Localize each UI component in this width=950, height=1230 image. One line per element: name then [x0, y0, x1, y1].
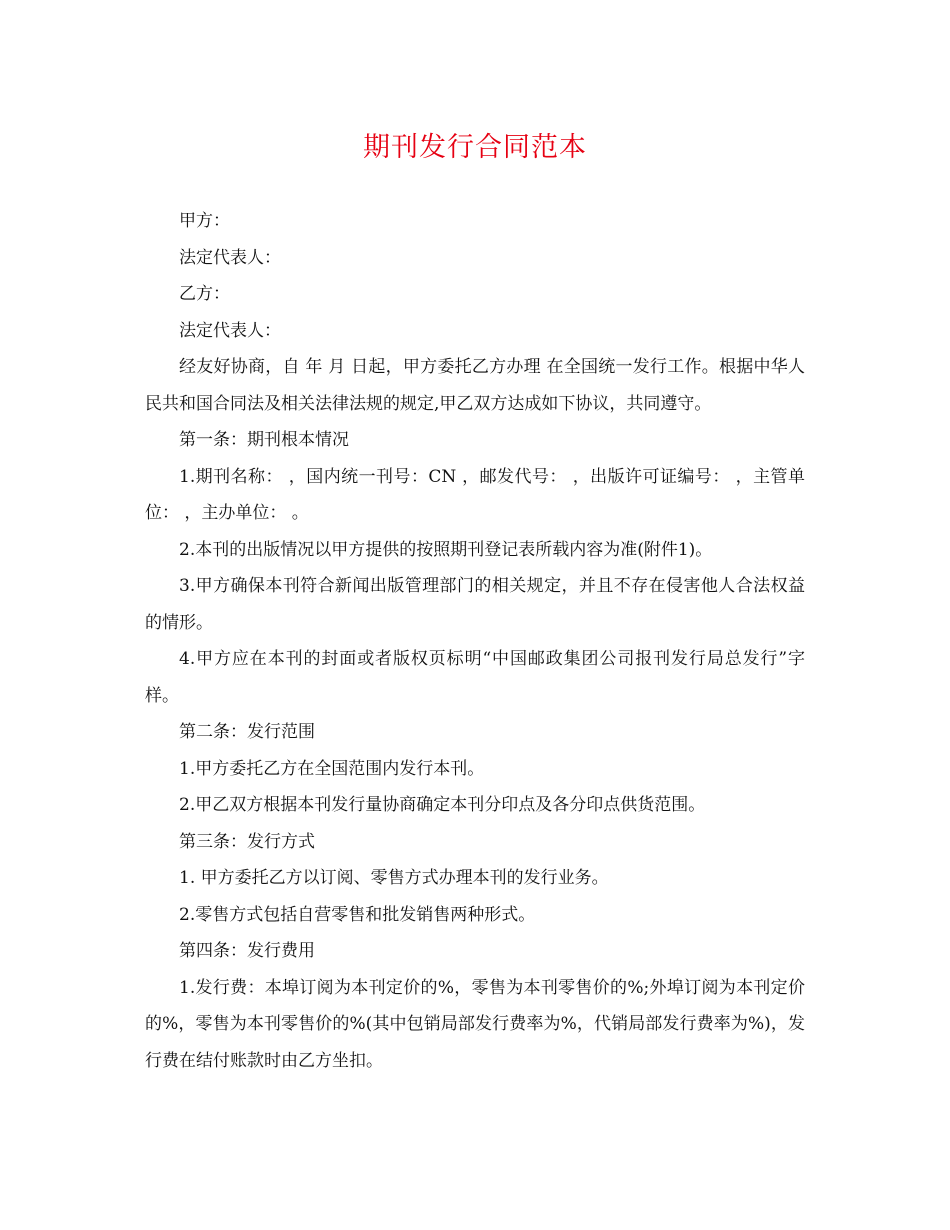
- document-body: [145, 203, 805, 1079]
- party-b-line: 乙方：: [179, 284, 230, 304]
- document-title: 期刊发行合同范本: [363, 132, 587, 163]
- party-a-line: 甲方：: [179, 211, 230, 231]
- article-2-clause-1: 1.甲方委托乙方在全国范围内发行本刊。: [179, 758, 485, 779]
- article-1-clause-3: 3.甲方确保本刊符合新闻出版管理部门的相关规定，并且不存在侵害他人合法权益的情形。: [145, 576, 805, 633]
- article-4-clause-1: 1.发行费：本埠订阅为本刊定价的%，零售为本刊零售价的%;外埠订阅为本刊定价的%，零售为本刊零售价的%(其中包销局部发行费率为%，代销局部发行费率为%)，发行费在结付账款时由乙方坐扣。: [145, 977, 805, 1071]
- article-1-clause-4: 4.甲方应在本刊的封面或者版权页标明“中国邮政集团公司报刊发行局总发行”字样。: [145, 649, 805, 706]
- article-1-clause-1: 1.期刊名称： ，国内统一刊号：CN ，邮发代号： ，出版许可证编号： ，主管单位： ，主办单位： 。: [145, 466, 805, 523]
- party-a-representative-line: 法定代表人：: [179, 247, 281, 268]
- article-1-heading: 第一条：期刊根本情况: [179, 430, 349, 450]
- article-2-heading: 第二条：发行范围: [179, 722, 315, 742]
- article-3-heading: 第三条：发行方式: [179, 831, 315, 852]
- article-4-heading: 第四条：发行费用: [179, 941, 315, 961]
- article-2-clause-2: 2.甲乙双方根据本刊发行量协商确定本刊分印点及各分印点供货范围。: [179, 795, 706, 815]
- article-3-clause-2: 2.零售方式包括自营零售和批发销售两种形式。: [179, 904, 536, 925]
- preamble-paragraph: 经友好协商，自 年 月 日起，甲方委托乙方办理 在全国统一发行工作。根据中华人民共和国合同法及相关法律法规的规定,甲乙双方达成如下协议，共同遵守。: [145, 357, 805, 414]
- article-3-clause-1: 1. 甲方委托乙方以订阅、零售方式办理本刊的发行业务。: [179, 868, 609, 888]
- party-b-representative-line: 法定代表人：: [179, 320, 281, 341]
- article-1-clause-2: 2.本刊的出版情况以甲方提供的按照期刊登记表所载内容为准(附件1)。: [179, 539, 713, 560]
